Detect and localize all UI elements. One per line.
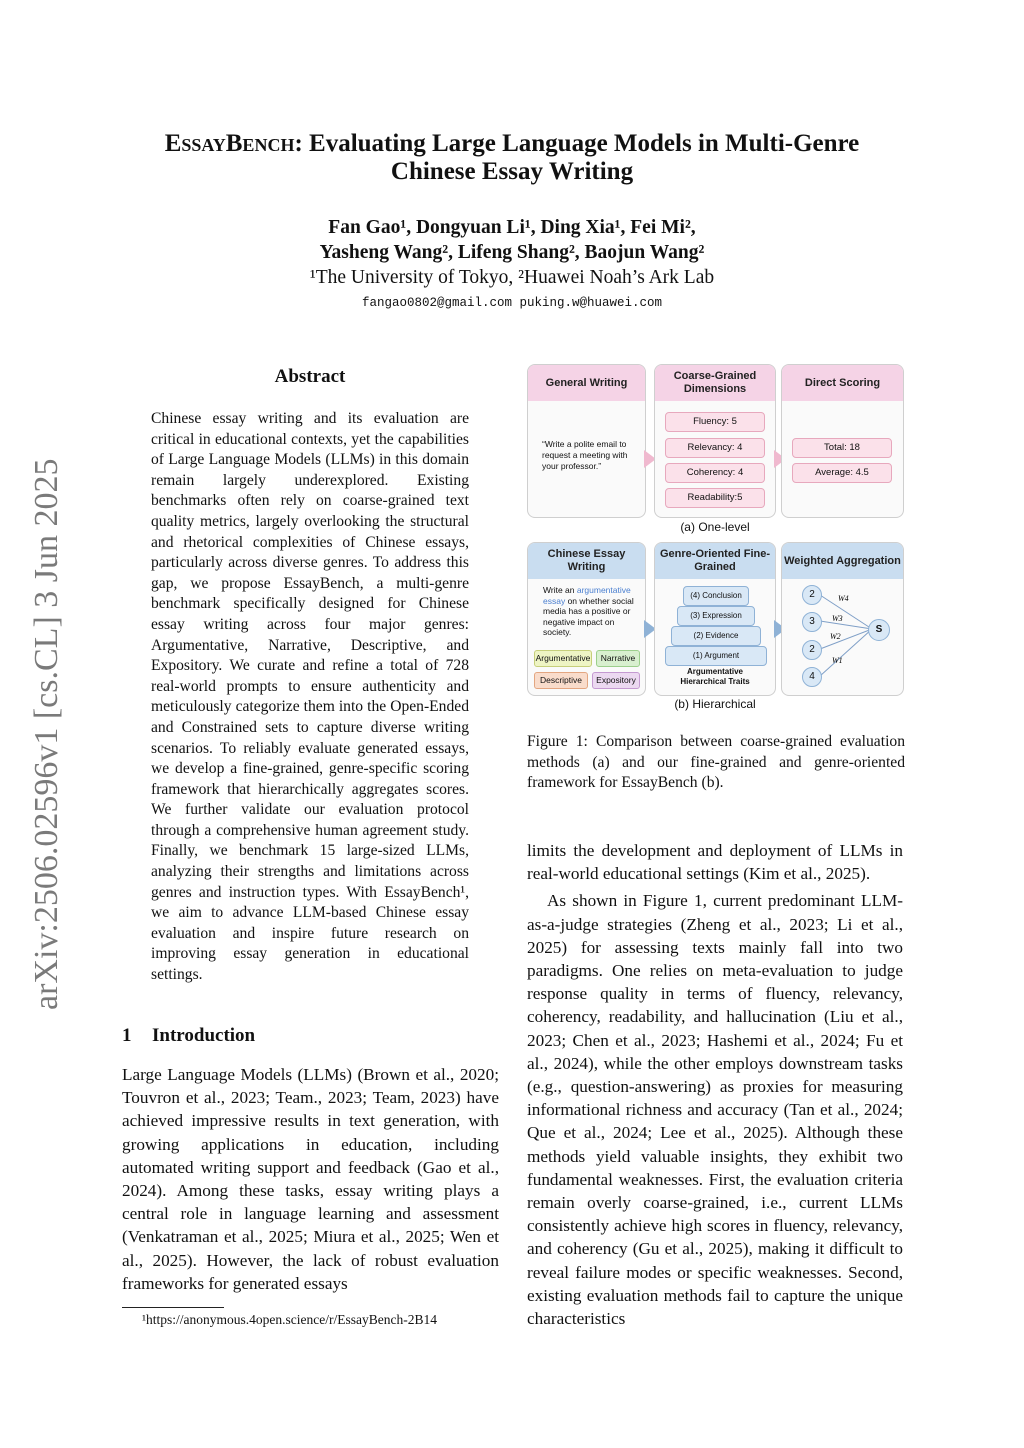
title-essaybench: EssayBench	[164, 130, 295, 157]
genre-descriptive: Descriptive	[534, 672, 588, 689]
pyramid-level-2: (2) Evidence	[671, 626, 761, 646]
subfig-b-label: (b) Hierarchical	[674, 697, 756, 711]
prompt-post: on whether social media has a positive or negative impact on society.	[543, 595, 634, 637]
genre-expository: Expository	[592, 672, 640, 689]
authors-line1: Fan Gao¹, Dongyuan Li¹, Ding Xia¹, Fei Mi²,	[328, 217, 696, 238]
pyramid-level-3: (3) Expression	[677, 606, 755, 626]
subfig-a-label: (a) One-level	[680, 520, 750, 534]
section-title: Introduction	[152, 1025, 256, 1046]
paragraph-1: limits the development and deployment of LLMs in real-world educational settings (Kim et al., 2025).	[527, 841, 903, 884]
arxiv-stamp: arXiv:2506.02596v1 [cs.CL] 3 Jun 2025	[28, 458, 65, 1010]
node-score-3: 2	[802, 640, 822, 660]
dim-readability: Readability:5	[665, 488, 765, 508]
traits-label: Argumentative Hierarchical Traits	[680, 667, 750, 686]
weight-w2: W2	[830, 632, 841, 641]
prompt-pre: Write an	[543, 585, 577, 595]
genre-argumentative: Argumentative	[534, 650, 592, 667]
panel-title: General Writing	[528, 365, 645, 401]
prompt-genre: argumentative essay	[543, 585, 631, 606]
panel-general-writing	[527, 364, 646, 518]
authors	[0, 215, 1024, 265]
figure-1	[527, 364, 903, 719]
figure-caption: Figure 1: Comparison between coarse-grained evaluation methods (a) and our fine-grained and genre-oriented framework for EssayBench (b).	[527, 733, 905, 792]
aggregation-edges	[782, 543, 903, 695]
footnote[interactable]: ¹https://anonymous.4open.science/r/EssayBench-2B14	[142, 1312, 437, 1327]
panel-direct-scoring	[781, 364, 904, 518]
pyramid-level-1: (1) Argument	[665, 646, 767, 666]
prompt-text: “Write a polite email to request a meeting with your professor.”	[542, 439, 628, 471]
pyramid-level-4: (4) Conclusion	[683, 586, 749, 606]
node-score-4: 4	[802, 667, 822, 687]
title-line1: : Evaluating Large Language Models in Multi-Genre	[294, 130, 860, 157]
paper-title	[0, 130, 1024, 186]
dim-relevancy: Relevancy: 4	[665, 438, 765, 458]
panel-title: Weighted Aggregation	[782, 543, 903, 579]
weight-w4: W4	[838, 594, 849, 603]
essay-prompt	[543, 585, 635, 638]
intro-heading	[122, 1025, 255, 1047]
panel-title: Genre-Oriented Fine-Grained	[655, 543, 775, 579]
right-column-text	[527, 839, 903, 1330]
panel-coarse-grained	[654, 364, 776, 518]
abstract-text: Chinese essay writing and its evaluation are critical in educational contexts, yet the capabilities of Large Language Models (LLMs) in this domain remain largely underexplored. Existing benchmarks often rely on coarse-grained text quality metrics, largely overlooking the structural and rhetorical complexities of Chinese essays, particularly across diverse genres. To address this gap, we propose EssayBench, a multi-genre benchmark specifically designed for Chinese essay writing across four major genres: Argumentative, Narrative, Descriptive, and Expository. We curate and refine a total of 728 real-world prompts to ensure authenticity and meticulously categorize them into the Open-Ended and Constrained sets to capture diverse writing scenarios. To reliably evaluate generated essays, we develop a fine-grained, genre-specific scoring framework that hierarchically aggregates scores. We further validate our evaluation protocol through a comprehensive human agreement study. Finally, we benchmark 15 large-sized LLMs, analyzing their strengths and limitations across genres and instruction types. With EssayBench¹, we aim to advance LLM-based Chinese essay evaluation and inspire future research on improving essay generation in educational settings.	[151, 410, 469, 984]
intro-text: Large Language Models (LLMs) (Brown et al., 2020; Touvron et al., 2023; Team., 2023; Team, 2023) have achieved impressive results in text generation, with growing applications in education, including automated writing support and feedback (Gao et al., 2024). Among these tasks, essay writing plays a central role in language learning and assessment (Venkatraman et al., 2025; Miura et al., 2025; Wen et al., 2025). However, the lack of robust evaluation frameworks for generated essays	[122, 1065, 499, 1293]
genre-narrative: Narrative	[596, 650, 640, 667]
paragraph-2: As shown in Figure 1, current predominant LLM-as-a-judge strategies (Zheng et al., 2023; Li et al., 2025) for assessing texts mainly fall into two paradigms. One relies on meta-evaluation to judge response quality in terms of fluency, relevancy, coherency, readability, and hallucination (Liu et al., 2023; Chen et al., 2023; Hashemi et al., 2024; Fu et al., 2024), while the other employs downstream tasks (e.g., question-answering) as proxies for measuring informational richness and accuracy (Tan et al., 2024; Que et al., 2024; Lee et al., 2025). Although these methods yield valuable insights, they exhibit two fundamental weaknesses. First, the evaluation criteria remain overly coarse-grained, i.e., current LLMs consistently achieve high scores in fluency, relevancy, and coherency (Gu et al., 2025), making it difficult to reveal failure modes or specific weaknesses. Second, existing evaluation methods fail to capture the unique characteristics	[527, 891, 903, 1329]
weight-w1: W1	[832, 656, 843, 665]
affiliation: ¹The University of Tokyo, ²Huawei Noah’s Ark Lab	[309, 267, 715, 288]
panel-title: Direct Scoring	[782, 365, 903, 401]
section-number: 1	[122, 1025, 132, 1046]
panel-title: Coarse-Grained Dimensions	[655, 365, 775, 401]
panel-genre-oriented	[654, 542, 776, 696]
node-sum: S	[868, 619, 890, 641]
weight-w3: W3	[832, 614, 843, 623]
node-score-2: 3	[802, 612, 822, 632]
panel-chinese-essay	[527, 542, 646, 696]
dim-fluency: Fluency: 5	[665, 412, 765, 432]
score-total: Total: 18	[792, 438, 892, 458]
dim-coherency: Coherency: 4	[665, 463, 765, 483]
panel-title: Chinese Essay Writing	[528, 543, 645, 579]
score-average: Average: 4.5	[792, 463, 892, 483]
authors-line2: Yasheng Wang², Lifeng Shang², Baojun Wang²	[319, 242, 705, 263]
title-line2: Chinese Essay Writing	[390, 158, 634, 185]
footnote-rule	[122, 1307, 224, 1308]
node-score-1: 2	[802, 585, 822, 605]
abstract-heading: Abstract	[274, 366, 346, 387]
emails: fangao0802@gmail.com puking.w@huawei.com	[361, 296, 663, 310]
panel-weighted-aggregation	[781, 542, 904, 696]
